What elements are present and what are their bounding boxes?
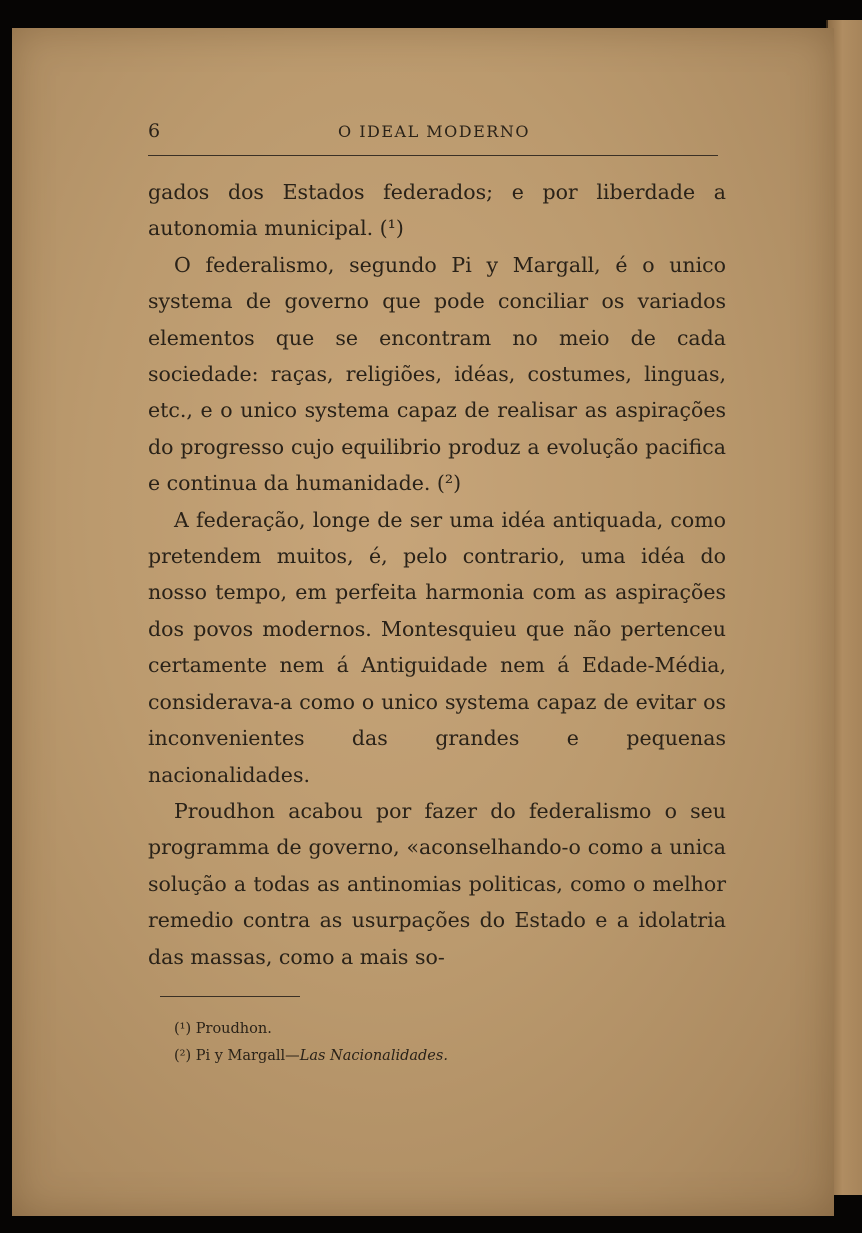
footnote-2-author: Pi y Margall— (195, 1048, 300, 1064)
header-rule (148, 155, 718, 156)
paragraph-2: O federalismo, segundo Pi y Margall, é o unico systema de governo que pode conciliar os variados elementos que se encontram no meio de cada sociedade: raças, religiões, idéas, costumes, linguas, etc., e o unico systema capaz de realisar as aspirações do progresso cujo equilibrio produz a evolução pacifica e continua da humanidade. (²) (148, 252, 726, 496)
paragraph-1: gados dos Estados federados; e por liberdade a autonomia municipal. (¹) (148, 180, 726, 241)
footnote-2-marker: (²) (174, 1048, 192, 1064)
footnotes (174, 1016, 694, 1070)
footnote-1-text: Proudhon. (195, 1021, 272, 1037)
footnote-1 (174, 1016, 694, 1043)
running-header (148, 120, 718, 146)
footnote-2-title: Las Nacionalidades. (299, 1048, 448, 1064)
footnote-2 (174, 1043, 694, 1070)
paragraph-4: Proudhon acabou por fazer do federalismo o seu programma de governo, «aconselhando-o como a unica solução a todas as antinomias politicas, como o melhor remedio contra as usurpações do Estado e a idolatria das massas, como a mais so- (148, 798, 726, 969)
footnote-rule (160, 996, 300, 997)
body-text (148, 174, 726, 975)
running-title: O IDEAL MODERNO (338, 122, 530, 141)
page-number: 6 (148, 120, 161, 142)
paragraph-3: A federação, longe de ser uma idéa antiquada, como pretendem muitos, é, pelo contrario, uma idéa do nosso tempo, em perfeita harmonia com as aspirações dos povos modernos. Montesquieu que não pertenceu certamente nem á Antiguidade nem á Edade-Média, considerava-a como o unico systema capaz de evitar os inconvenientes das grandes e pequenas nacionalidades. (148, 507, 726, 787)
footnote-1-marker: (¹) (174, 1021, 192, 1037)
